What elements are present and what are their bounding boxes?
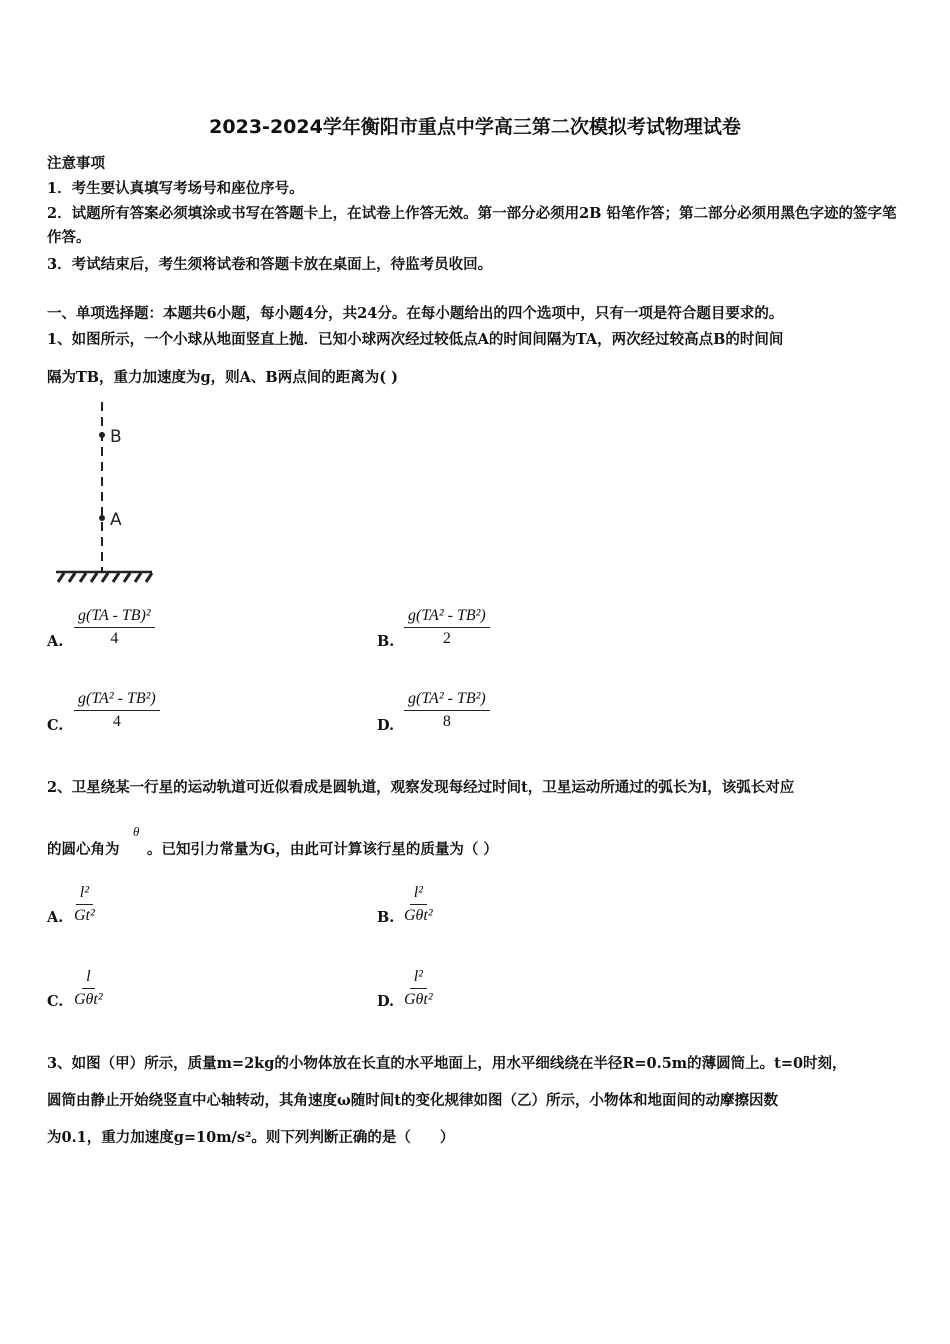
q2-option-b-denominator: Gθt² [404, 907, 433, 924]
q2-option-b-numerator: l² [410, 884, 427, 905]
q1-option-a-numerator: g(TA - TB)² [74, 607, 155, 628]
point-b-label: B [110, 427, 122, 447]
q2-option-d-formula [404, 968, 433, 1009]
ground-hatch [58, 573, 152, 582]
q1-option-a-label: A. [47, 633, 64, 650]
q1-option-a-denominator: 4 [110, 630, 119, 647]
q1-option-b-numerator: g(TA² - TB²) [404, 607, 490, 628]
q2-option-a-formula [74, 884, 95, 925]
q1-option-c-numerator: g(TA² - TB²) [74, 690, 160, 711]
q1-option-b-label: B. [377, 633, 395, 650]
q1-option-c-label: C. [47, 717, 64, 734]
q2-option-b-label: B. [377, 909, 395, 926]
q2-option-d-label: D. [377, 993, 395, 1010]
q2-option-b-formula [404, 884, 433, 925]
q2-option-d-denominator: Gθt² [404, 991, 433, 1008]
q1-text-line2: 隔为TB，重力加速度为g，则A、B两点间的距离为( ) [47, 369, 398, 386]
q2-option-c-denominator: Gθt² [74, 991, 103, 1008]
point-b-marker [99, 432, 105, 438]
q3-text-line2: 圆筒由静止开始绕竖直中心轴转动，其角速度ω随时间t的变化规律如图（乙）所示，小物体和地面间的动摩擦因数 [47, 1092, 778, 1109]
notice-heading: 注意事项 [47, 155, 105, 172]
q1-option-d-denominator: 8 [442, 713, 451, 730]
q3-text-line1: 3、如图（甲）所示，质量m=2kg的小物体放在长直的水平地面上，用水平细线绕在半径R=0.5m的薄圆筒上。t=0时刻， [47, 1055, 847, 1072]
q1-option-c-denominator: 4 [112, 713, 121, 730]
q1-figure [50, 400, 160, 585]
q2-option-c-numerator: l [82, 968, 94, 989]
point-a-label: A [110, 510, 122, 530]
q2-option-a-label: A. [47, 909, 64, 926]
q2-option-a-denominator: Gt² [74, 907, 95, 924]
q2-option-d-numerator: l² [410, 968, 427, 989]
q2-text-line2b: 。已知引力常量为G，由此可计算该行星的质量为（ ） [147, 841, 498, 858]
q1-text-line1: 1、如图所示，一个小球从地面竖直上抛．已知小球两次经过较低点A的时间间隔为TA，两次经过较高点B的时间间 [47, 331, 784, 348]
q1-option-b-denominator: 2 [442, 630, 451, 647]
q1-option-d-numerator: g(TA² - TB²) [404, 690, 490, 711]
q2-option-c-label: C. [47, 993, 64, 1010]
notice-item-2: 2．试题所有答案必须填涂或书写在答题卡上，在试卷上作答无效。第一部分必须用2B 铅笔作答；第二部分必须用黑色字迹的签字笔作答。 [47, 205, 897, 246]
q2-option-c-formula [74, 968, 103, 1009]
q1-option-d-label: D. [377, 717, 395, 734]
q2-theta-symbol: θ [133, 824, 140, 839]
q1-option-b-formula [404, 607, 490, 648]
q3-text-line3: 为0.1，重力加速度g=10m/s²。则下列判断正确的是（ ） [47, 1129, 455, 1146]
q1-option-c-formula [74, 690, 160, 731]
q2-text-line1: 2、卫星绕某一行星的运动轨道可近似看成是圆轨道，观察发现每经过时间t，卫星运动所通过的弧长为l，该弧长对应 [47, 779, 795, 796]
q1-option-a-formula [74, 607, 155, 648]
notice-item-1: 1．考生要认真填写考场号和座位序号。 [47, 180, 304, 197]
point-a-marker [99, 515, 105, 521]
section-heading: 一、单项选择题：本题共6小题，每小题4分，共24分。在每小题给出的四个选项中，只有一项是符合题目要求的。 [47, 305, 784, 322]
page-title: 2023-2024学年衡阳市重点中学高三第二次模拟考试物理试卷 [209, 116, 741, 138]
q1-option-d-formula [404, 690, 490, 731]
notice-item-3: 3．考试结束后，考生须将试卷和答题卡放在桌面上，待监考员收回。 [47, 256, 493, 273]
q2-option-a-numerator: l² [76, 884, 93, 905]
q2-text-line2a: 的圆心角为 [47, 841, 120, 858]
